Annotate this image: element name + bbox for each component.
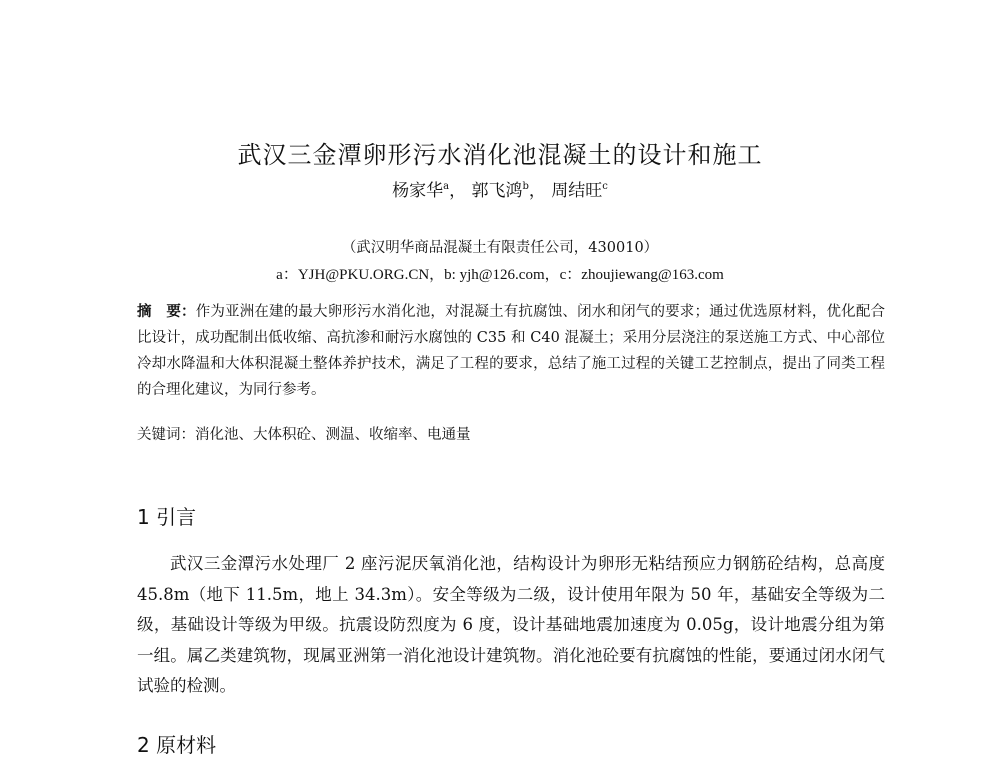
author-mark: b [522, 181, 529, 192]
author-mark: a [443, 181, 450, 192]
paper-title: 武汉三金潭卵形污水消化池混凝土的设计和施工 [237, 141, 763, 169]
author-name: 周结旺 [551, 181, 603, 201]
keywords-text: 消化池、大体积砼、测温、收缩率、电通量 [195, 427, 471, 443]
section-heading-materials: 2 原材料 [137, 733, 217, 757]
keywords [137, 424, 885, 446]
abstract [137, 299, 885, 403]
abstract-label: 摘 要： [137, 303, 196, 320]
author-mark: c [602, 181, 608, 192]
author-separator: ， [449, 181, 467, 201]
author-line [0, 176, 1000, 201]
affiliation: （武汉明华商品混凝土有限责任公司，430010） [341, 240, 659, 256]
section-heading-introduction: 1 引言 [137, 505, 197, 529]
introduction-paragraph: 武汉三金潭污水处理厂 2 座污泥厌氧消化池，结构设计为卵形无粘结预应力钢筋砼结构，总高度 45.8m（地下 11.5m，地上 34.3m）。安全等级为二级，设计使用年限为 50 年，基础安全等级为二级，基础设计等级为甲级。抗震设防烈度为 6 度，设计基础地震加速度为 0.05g，设计地震分组为第一组。属乙类建筑物，现属亚洲第一消化池设计建筑物。消化池砼要有抗腐蚀的性能，要通过闭水闭气试验的检测。 [137, 554, 885, 695]
keywords-label: 关键词： [137, 427, 195, 443]
author-name: 杨家华 [392, 181, 444, 201]
author-name: 郭飞鸿 [471, 181, 523, 201]
abstract-text: 作为亚洲在建的最大卵形污水消化池，对混凝土有抗腐蚀、闭水和闭气的要求；通过优选原材料，优化配合比设计，成功配制出低收缩、高抗渗和耐污水腐蚀的 C35 和 C40 混凝土；采用分层浇注的泵送施工方式、中心部位冷却水降温和大体积混凝土整体养护技术，满足了工程的要求，总结了施工过程的关键工艺控制点，提出了同类工程的合理化建议，为同行参考。 [137, 304, 886, 398]
author-separator: ， [528, 181, 546, 201]
author-emails: a：YJH@PKU.ORG.CN，b: yjh@126.com，c：zhoujiewang@163.com [276, 267, 724, 283]
